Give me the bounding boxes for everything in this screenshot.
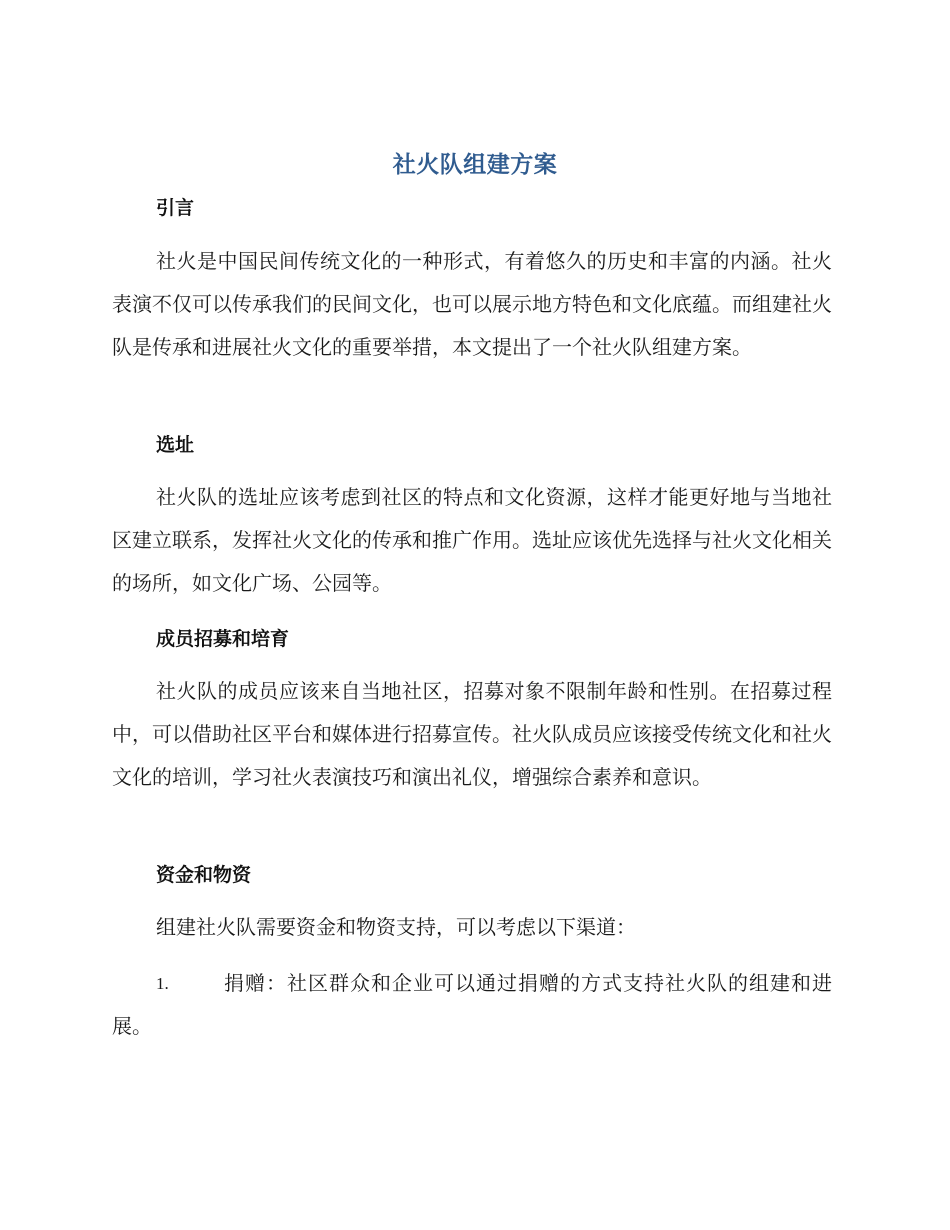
list-item xyxy=(112,962,832,1048)
section-heading-recruitment: 成员招募和培育 xyxy=(156,628,290,650)
section-heading-location: 选址 xyxy=(156,434,195,456)
section-paragraph-funding: 组建社火队需要资金和物资支持，可以考虑以下渠道： xyxy=(156,915,636,939)
document-title: 社火队组建方案 xyxy=(392,152,558,178)
section-heading-intro: 引言 xyxy=(156,197,195,219)
list-item-number: 1. xyxy=(156,974,169,993)
section-paragraph-intro: 社火是中国民间传统文化的一种形式，有着悠久的历史和丰富的内涵。社火表演不仅可以传承我们的民间文化，也可以展示地方特色和文化底蕴。而组建社火队是传承和进展社火文化的重要举措，本文提出了一个社火队组建方案。 xyxy=(112,249,832,359)
section-heading-funding: 资金和物资 xyxy=(156,864,252,886)
list-item-text: 捐赠：社区群众和企业可以通过捐赠的方式支持社火队的组建和进展。 xyxy=(112,971,832,1038)
section-paragraph-recruitment: 社火队的成员应该来自当地社区，招募对象不限制年龄和性别。在招募过程中，可以借助社区平台和媒体进行招募宣传。社火队成员应该接受传统文化和社火文化的培训，学习社火表演技巧和演出礼仪，增强综合素养和意识。 xyxy=(112,679,832,789)
section-paragraph-location: 社火队的选址应该考虑到社区的特点和文化资源，这样才能更好地与当地社区建立联系，发挥社火文化的传承和推广作用。选址应该优先选择与社火文化相关的场所，如文化广场、公园等。 xyxy=(112,485,832,595)
